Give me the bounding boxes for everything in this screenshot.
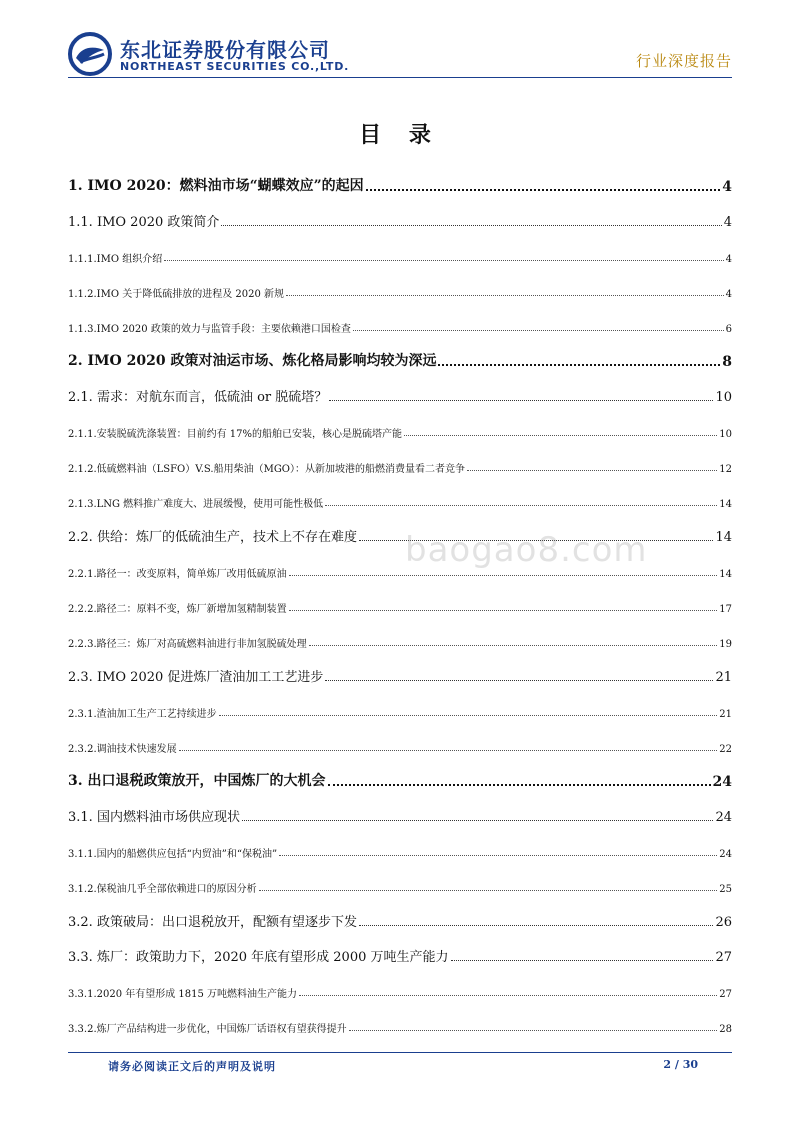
toc-leader-dots (242, 819, 714, 821)
toc-entry-page: 6 (725, 324, 732, 335)
toc-entry-label: 2.2.2.路径二：原料不变，炼厂新增加氢精制装置 (68, 604, 287, 615)
toc-entry-page: 27 (719, 989, 732, 1000)
toc-leader-dots (289, 609, 718, 611)
toc-entry-label: 3.1.1.国内的船燃供应包括“内贸油”和“保税油” (68, 849, 278, 860)
toc-entry-page: 4 (725, 254, 732, 265)
toc-entry-page: 14 (715, 530, 732, 545)
toc-entry-label: 3.2. 政策破局：出口退税放开，配额有望逐步下发 (68, 915, 357, 930)
company-logo-icon (68, 32, 112, 76)
toc-entry-label: 2.1.2.低硫燃料油（LSFO）V.S.船用柴油（MGO）：从新加坡港的船燃消费量看二者竞争 (68, 464, 466, 475)
toc-entry-label: 2.1.3.LNG 燃料推广难度大、进展缓慢，使用可能性极低 (68, 499, 324, 510)
toc-leader-dots (325, 504, 717, 506)
toc-entry-label: 2.2.3.路径三：炼厂对高硫燃料油进行非加氢脱硫处理 (68, 639, 307, 650)
toc-entry[interactable] (68, 335, 732, 370)
toc-entry[interactable] (68, 860, 732, 895)
toc-leader-dots (221, 224, 721, 226)
toc-entry[interactable] (68, 265, 732, 300)
toc-entry-page: 4 (725, 289, 732, 300)
toc-entry[interactable] (68, 405, 732, 440)
toc-entry-page: 24 (715, 810, 732, 825)
toc-entry[interactable] (68, 230, 732, 265)
toc-entry-page: 12 (719, 464, 732, 475)
toc-leader-dots (309, 644, 718, 646)
toc-leader-dots (438, 363, 720, 366)
toc-entry[interactable] (68, 720, 732, 755)
toc-entry-page: 4 (723, 215, 732, 230)
toc-entry-label: 2.1.1.安装脱硫洗涤装置：目前约有 17%的船舶已安装，核心是脱硫塔产能 (68, 429, 403, 440)
toc-entry[interactable] (68, 895, 732, 930)
toc-leader-dots (329, 399, 713, 401)
toc-entry-label: 1.1.3.IMO 2020 政策的效力与监管手段：主要依赖港口国检查 (68, 324, 351, 335)
toc-entry-page: 22 (719, 744, 732, 755)
toc-entry[interactable] (68, 300, 732, 335)
company-name-en: NORTHEAST SECURITIES CO.,LTD. (120, 60, 350, 73)
toc-entry-label: 1.1.2.IMO 关于降低硫排放的进程及 2020 新规 (68, 289, 284, 300)
toc-entry[interactable] (68, 475, 732, 510)
toc-leader-dots (404, 434, 717, 436)
toc-leader-dots (164, 259, 723, 261)
toc-leader-dots (359, 924, 714, 926)
toc-leader-dots (179, 749, 718, 751)
toc-entry[interactable] (68, 930, 732, 965)
toc-entry-label: 1. IMO 2020：燃料油市场“蝴蝶效应”的起因 (68, 178, 364, 194)
page-number: 2 / 30 (663, 1058, 698, 1071)
toc-title: 目 录 (359, 123, 441, 148)
toc-entry-page: 10 (719, 429, 732, 440)
toc-leader-dots (289, 574, 718, 576)
report-type-label: 行业深度报告 (635, 52, 732, 70)
toc-entry[interactable] (68, 195, 732, 230)
toc-entry-page: 26 (715, 915, 732, 930)
toc-entry-label: 3.3. 炼厂：政策助力下，2020 年底有望形成 2000 万吨生产能力 (68, 950, 449, 965)
company-name-cn: 东北证券股份有限公司 (120, 38, 330, 62)
toc-entry-label: 2.3.1.渣油加工生产工艺持续进步 (68, 709, 217, 720)
toc-leader-dots (259, 889, 718, 891)
toc-entry[interactable] (68, 580, 732, 615)
toc-entry-page: 24 (712, 774, 732, 790)
toc-entry-label: 2.3. IMO 2020 促进炼厂渣油加工工艺进步 (68, 670, 324, 685)
toc-entry-page: 21 (719, 709, 732, 720)
table-of-contents (68, 160, 732, 1035)
toc-entry-page: 19 (719, 639, 732, 650)
toc-entry-label: 2.2. 供给：炼厂的低硫油生产，技术上不存在难度 (68, 530, 357, 545)
toc-entry[interactable] (68, 615, 732, 650)
toc-leader-dots (286, 294, 724, 296)
toc-leader-dots (325, 679, 713, 681)
toc-entry-page: 4 (722, 179, 732, 195)
toc-entry-page: 8 (722, 354, 732, 370)
toc-entry-page: 28 (719, 1024, 732, 1035)
toc-leader-dots (366, 188, 721, 191)
toc-entry[interactable] (68, 160, 732, 195)
toc-entry-page: 24 (719, 849, 732, 860)
toc-leader-dots (467, 469, 717, 471)
toc-entry-page: 17 (719, 604, 732, 615)
toc-entry[interactable] (68, 790, 732, 825)
toc-entry-page: 10 (715, 390, 732, 405)
toc-entry[interactable] (68, 685, 732, 720)
toc-entry-label: 2.2.1.路径一：改变原料，简单炼厂改用低硫原油 (68, 569, 287, 580)
toc-entry-label: 3.3.1.2020 年有望形成 1815 万吨燃料油生产能力 (68, 989, 298, 1000)
toc-entry-page: 14 (719, 569, 732, 580)
toc-entry-label: 2.1. 需求：对航东而言，低硫油 or 脱硫塔？ (68, 390, 328, 405)
toc-entry[interactable] (68, 370, 732, 405)
toc-entry[interactable] (68, 650, 732, 685)
toc-entry-label: 3. 出口退税政策放开，中国炼厂的大机会 (68, 773, 326, 789)
toc-entry-label: 1.1.1.IMO 组织介绍 (68, 254, 163, 265)
toc-entry[interactable] (68, 1000, 732, 1035)
toc-entry[interactable] (68, 825, 732, 860)
toc-leader-dots (299, 994, 717, 996)
toc-entry-label: 2. IMO 2020 政策对油运市场、炼化格局影响均较为深远 (68, 353, 437, 369)
toc-entry-label: 1.1. IMO 2020 政策简介 (68, 215, 220, 230)
toc-leader-dots (328, 783, 711, 786)
header-divider (68, 77, 732, 78)
toc-entry-page: 14 (719, 499, 732, 510)
toc-leader-dots (219, 714, 718, 716)
toc-leader-dots (349, 1029, 718, 1031)
toc-entry[interactable] (68, 440, 732, 475)
toc-entry-label: 3.3.2.炼厂产品结构进一步优化，中国炼厂话语权有望获得提升 (68, 1024, 347, 1035)
page-header (68, 30, 732, 76)
toc-entry-page: 21 (715, 670, 732, 685)
toc-entry[interactable] (68, 755, 732, 790)
toc-entry-page: 27 (715, 950, 732, 965)
footer-disclaimer: 请务必阅读正文后的声明及说明 (108, 1060, 276, 1073)
toc-entry[interactable] (68, 965, 732, 1000)
toc-entry-page: 25 (719, 884, 732, 895)
toc-entry-label: 3.1. 国内燃料油市场供应现状 (68, 810, 240, 825)
toc-leader-dots (451, 959, 714, 961)
toc-entry-label: 3.1.2.保税油几乎全部依赖进口的原因分析 (68, 884, 257, 895)
footer-divider (68, 1052, 732, 1053)
toc-entry-label: 2.3.2.调油技术快速发展 (68, 744, 177, 755)
toc-leader-dots (353, 329, 724, 331)
watermark: baogao8.com (405, 530, 648, 570)
toc-leader-dots (279, 854, 717, 856)
